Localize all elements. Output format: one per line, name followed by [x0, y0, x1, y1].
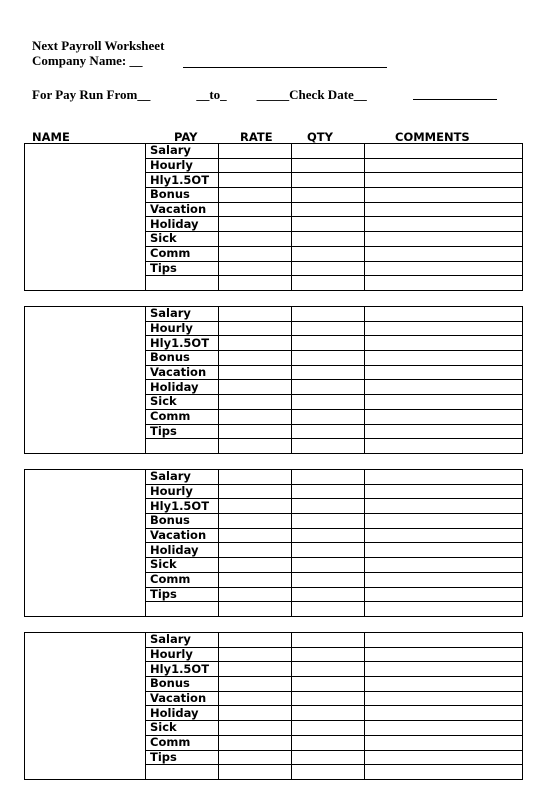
pay-type-cell: Vacation	[146, 528, 219, 543]
pay-type-cell: Tips	[146, 750, 219, 765]
pay-run-line	[32, 87, 367, 103]
column-header-comments: COMMENTS	[395, 130, 470, 144]
company-name-label: Company Name: __	[32, 53, 143, 68]
pay-type-cell	[146, 439, 219, 454]
rate-cell[interactable]	[219, 188, 292, 203]
company-name-field[interactable]	[183, 67, 387, 68]
pay-type-cell: Comm	[146, 572, 219, 587]
comments-cell[interactable]	[365, 261, 523, 276]
qty-cell[interactable]	[292, 217, 365, 232]
qty-cell[interactable]	[292, 351, 365, 366]
rate-cell[interactable]	[219, 202, 292, 217]
pay-type-cell: Tips	[146, 424, 219, 439]
employee-block	[24, 469, 523, 617]
comments-cell[interactable]	[365, 750, 523, 765]
qty-cell[interactable]	[292, 691, 365, 706]
pay-type-cell	[146, 602, 219, 617]
pay-row	[25, 470, 523, 485]
pay-type-cell: Vacation	[146, 691, 219, 706]
rate-cell[interactable]	[219, 173, 292, 188]
pay-type-cell: Comm	[146, 246, 219, 261]
qty-cell[interactable]	[292, 261, 365, 276]
rate-cell[interactable]	[219, 276, 292, 291]
qty-cell[interactable]	[292, 424, 365, 439]
comments-cell[interactable]	[365, 351, 523, 366]
rate-cell[interactable]	[219, 662, 292, 677]
comments-cell[interactable]	[365, 587, 523, 602]
rate-cell[interactable]	[219, 261, 292, 276]
comments-cell[interactable]	[365, 633, 523, 648]
comments-cell[interactable]	[365, 188, 523, 203]
pay-type-cell: Sick	[146, 232, 219, 247]
comments-cell[interactable]	[365, 409, 523, 424]
comments-cell[interactable]	[365, 217, 523, 232]
rate-cell[interactable]	[219, 691, 292, 706]
check-date-label: _____Check Date__	[256, 87, 367, 102]
comments-cell[interactable]	[365, 514, 523, 529]
comments-cell[interactable]	[365, 662, 523, 677]
worksheet-title: Next Payroll Worksheet	[32, 38, 165, 53]
comments-cell[interactable]	[365, 691, 523, 706]
rate-cell[interactable]	[219, 246, 292, 261]
pay-type-cell	[146, 765, 219, 780]
qty-cell[interactable]	[292, 439, 365, 454]
rate-cell[interactable]	[219, 647, 292, 662]
pay-type-cell: Salary	[146, 470, 219, 485]
rate-cell[interactable]	[219, 470, 292, 485]
comments-cell[interactable]	[365, 543, 523, 558]
qty-cell[interactable]	[292, 750, 365, 765]
qty-cell[interactable]	[292, 188, 365, 203]
rate-cell[interactable]	[219, 750, 292, 765]
qty-cell[interactable]	[292, 276, 365, 291]
employee-name-cell[interactable]	[25, 144, 146, 291]
comments-cell[interactable]	[365, 202, 523, 217]
qty-cell[interactable]	[292, 706, 365, 721]
qty-cell[interactable]	[292, 528, 365, 543]
qty-cell[interactable]	[292, 336, 365, 351]
pay-type-cell: Bonus	[146, 677, 219, 692]
column-header-rate: RATE	[240, 130, 273, 144]
rate-cell[interactable]	[219, 424, 292, 439]
rate-cell[interactable]	[219, 677, 292, 692]
comments-cell[interactable]	[365, 470, 523, 485]
comments-cell[interactable]	[365, 424, 523, 439]
qty-cell[interactable]	[292, 395, 365, 410]
qty-cell[interactable]	[292, 633, 365, 648]
comments-cell[interactable]	[365, 677, 523, 692]
qty-cell[interactable]	[292, 321, 365, 336]
rate-cell[interactable]	[219, 499, 292, 514]
rate-cell[interactable]	[219, 217, 292, 232]
qty-cell[interactable]	[292, 365, 365, 380]
pay-type-cell: Bonus	[146, 188, 219, 203]
pay-type-cell: Vacation	[146, 202, 219, 217]
employee-block	[24, 306, 523, 454]
pay-type-cell: Hly1.5OT	[146, 662, 219, 677]
qty-cell[interactable]	[292, 602, 365, 617]
rate-cell[interactable]	[219, 543, 292, 558]
comments-cell[interactable]	[365, 144, 523, 159]
pay-type-cell: Holiday	[146, 217, 219, 232]
comments-cell[interactable]	[365, 246, 523, 261]
qty-cell[interactable]	[292, 307, 365, 322]
qty-cell[interactable]	[292, 735, 365, 750]
rate-cell[interactable]	[219, 514, 292, 529]
rate-cell[interactable]	[219, 602, 292, 617]
rate-cell[interactable]	[219, 351, 292, 366]
rate-cell[interactable]	[219, 735, 292, 750]
rate-cell[interactable]	[219, 380, 292, 395]
pay-type-cell: Sick	[146, 558, 219, 573]
pay-type-cell: Comm	[146, 735, 219, 750]
rate-cell[interactable]	[219, 307, 292, 322]
qty-cell[interactable]	[292, 514, 365, 529]
comments-cell[interactable]	[365, 558, 523, 573]
rate-cell[interactable]	[219, 528, 292, 543]
comments-cell[interactable]	[365, 572, 523, 587]
comments-cell[interactable]	[365, 380, 523, 395]
column-header-qty: QTY	[307, 130, 333, 144]
rate-cell[interactable]	[219, 484, 292, 499]
rate-cell[interactable]	[219, 587, 292, 602]
comments-cell[interactable]	[365, 706, 523, 721]
column-header-name: NAME	[32, 130, 70, 144]
comments-cell[interactable]	[365, 336, 523, 351]
pay-type-cell: Bonus	[146, 351, 219, 366]
qty-cell[interactable]	[292, 572, 365, 587]
comments-cell[interactable]	[365, 528, 523, 543]
rate-cell[interactable]	[219, 633, 292, 648]
comments-cell[interactable]	[365, 765, 523, 780]
pay-run-to-label: __to_	[196, 87, 227, 102]
qty-cell[interactable]	[292, 543, 365, 558]
qty-cell[interactable]	[292, 499, 365, 514]
rate-cell[interactable]	[219, 144, 292, 159]
pay-run-from-label: For Pay Run From__	[32, 87, 151, 102]
rate-cell[interactable]	[219, 706, 292, 721]
employee-name-cell[interactable]	[25, 307, 146, 454]
pay-row	[25, 633, 523, 648]
rate-cell[interactable]	[219, 336, 292, 351]
column-header-pay: PAY	[174, 130, 198, 144]
rate-cell[interactable]	[219, 765, 292, 780]
qty-cell[interactable]	[292, 380, 365, 395]
pay-type-cell: Holiday	[146, 380, 219, 395]
pay-type-cell: Salary	[146, 633, 219, 648]
rate-cell[interactable]	[219, 558, 292, 573]
pay-type-cell: Tips	[146, 587, 219, 602]
qty-cell[interactable]	[292, 202, 365, 217]
employee-name-cell[interactable]	[25, 470, 146, 617]
comments-cell[interactable]	[365, 365, 523, 380]
qty-cell[interactable]	[292, 587, 365, 602]
pay-type-cell: Hourly	[146, 647, 219, 662]
qty-cell[interactable]	[292, 677, 365, 692]
qty-cell[interactable]	[292, 470, 365, 485]
qty-cell[interactable]	[292, 484, 365, 499]
pay-type-cell: Sick	[146, 721, 219, 736]
rate-cell[interactable]	[219, 439, 292, 454]
qty-cell[interactable]	[292, 647, 365, 662]
comments-cell[interactable]	[365, 602, 523, 617]
rate-cell[interactable]	[219, 409, 292, 424]
rate-cell[interactable]	[219, 321, 292, 336]
comments-cell[interactable]	[365, 395, 523, 410]
comments-cell[interactable]	[365, 499, 523, 514]
pay-type-cell: Vacation	[146, 365, 219, 380]
comments-cell[interactable]	[365, 173, 523, 188]
pay-type-cell: Sick	[146, 395, 219, 410]
check-date-field[interactable]	[413, 99, 497, 100]
comments-cell[interactable]	[365, 484, 523, 499]
pay-type-cell: Comm	[146, 409, 219, 424]
pay-type-cell: Salary	[146, 307, 219, 322]
comments-cell[interactable]	[365, 232, 523, 247]
employee-block	[24, 632, 523, 780]
pay-type-cell: Tips	[146, 261, 219, 276]
pay-type-cell: Salary	[146, 144, 219, 159]
rate-cell[interactable]	[219, 232, 292, 247]
pay-type-cell: Hly1.5OT	[146, 173, 219, 188]
qty-cell[interactable]	[292, 765, 365, 780]
qty-cell[interactable]	[292, 158, 365, 173]
rate-cell[interactable]	[219, 365, 292, 380]
employee-name-cell[interactable]	[25, 633, 146, 780]
pay-row	[25, 144, 523, 159]
rate-cell[interactable]	[219, 395, 292, 410]
pay-type-cell: Hourly	[146, 321, 219, 336]
comments-cell[interactable]	[365, 735, 523, 750]
pay-type-cell: Hly1.5OT	[146, 499, 219, 514]
qty-cell[interactable]	[292, 721, 365, 736]
qty-cell[interactable]	[292, 662, 365, 677]
qty-cell[interactable]	[292, 232, 365, 247]
rate-cell[interactable]	[219, 721, 292, 736]
rate-cell[interactable]	[219, 572, 292, 587]
comments-cell[interactable]	[365, 721, 523, 736]
pay-type-cell: Bonus	[146, 514, 219, 529]
pay-type-cell: Holiday	[146, 543, 219, 558]
qty-cell[interactable]	[292, 144, 365, 159]
employee-block	[24, 143, 523, 291]
qty-cell[interactable]	[292, 558, 365, 573]
comments-cell[interactable]	[365, 276, 523, 291]
qty-cell[interactable]	[292, 246, 365, 261]
pay-row	[25, 307, 523, 322]
rate-cell[interactable]	[219, 158, 292, 173]
comments-cell[interactable]	[365, 307, 523, 322]
pay-type-cell: Hly1.5OT	[146, 336, 219, 351]
pay-type-cell	[146, 276, 219, 291]
comments-cell[interactable]	[365, 321, 523, 336]
pay-type-cell: Hourly	[146, 158, 219, 173]
pay-type-cell: Hourly	[146, 484, 219, 499]
qty-cell[interactable]	[292, 409, 365, 424]
pay-type-cell: Holiday	[146, 706, 219, 721]
comments-cell[interactable]	[365, 158, 523, 173]
comments-cell[interactable]	[365, 647, 523, 662]
qty-cell[interactable]	[292, 173, 365, 188]
comments-cell[interactable]	[365, 439, 523, 454]
